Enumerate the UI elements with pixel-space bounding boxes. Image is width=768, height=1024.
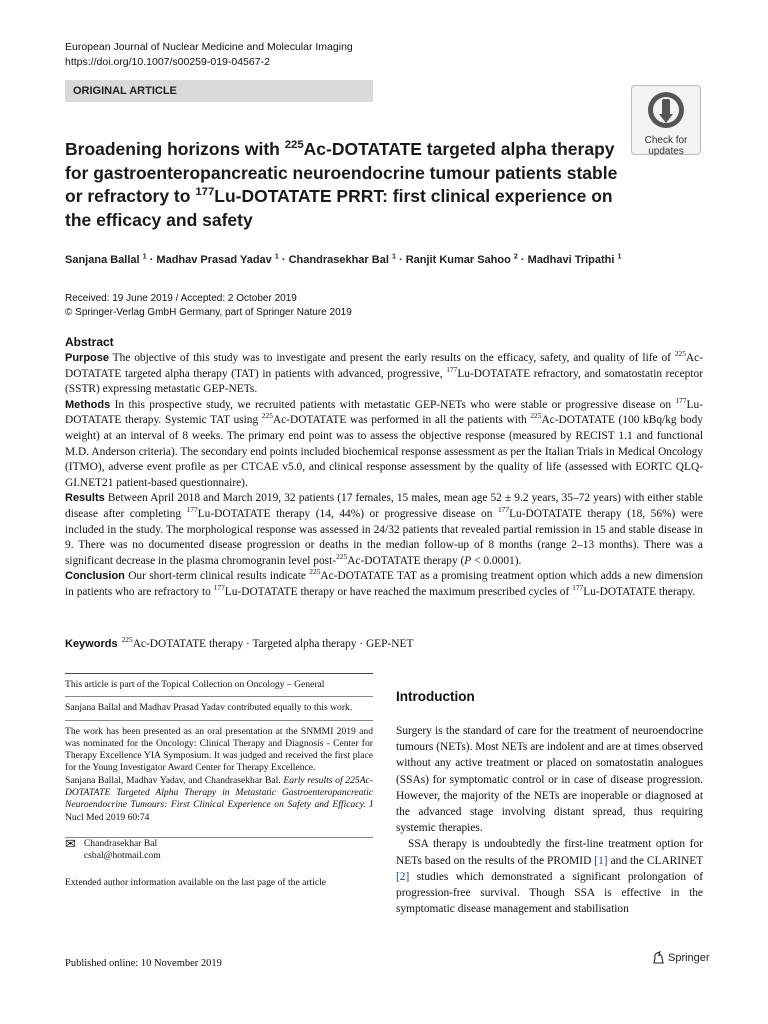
- author-separator: ·: [395, 254, 406, 266]
- article-title: Broadening horizons with $^{225}$Ac-DOTATATE targeted alpha therapy for gastroenteropancreatic neuroendocrine tumour patients stable or refractory to $^{177}$Lu-DOTATATE PRRT: first clinical experience on the efficacy and safety: [65, 139, 618, 230]
- author-name[interactable]: Madhavi Tripathi $^1$: [527, 252, 622, 266]
- intro-paragraph-1: Surgery is the standard of care for the treatment of neuroendocrine tumours (NETs). Most NETs are indolent and are at times observed without any active treatment or placed on somatostatin analogues (SSAs) for symptomatic control or in case of disease progression. However, the majority of the NETs are inoperable or diagnosed at the advanced stage involving distant spread, thus requiring systemic therapies.: [396, 725, 703, 835]
- article-notes: [65, 673, 373, 889]
- badge-line-2: updates: [648, 146, 684, 157]
- badge-line-1: Check for: [644, 135, 688, 146]
- check-for-updates-badge[interactable]: [631, 85, 701, 155]
- keyword: Targeted alpha therapy: [252, 638, 357, 650]
- abstract-heading: Abstract: [65, 335, 114, 349]
- author-list: [65, 254, 622, 266]
- abstract-section: [65, 335, 703, 601]
- article-dates: [65, 292, 352, 320]
- keyword-items: $^{225}$Ac-DOTATATE therapy · Targeted alpha therapy · GEP-NET: [121, 635, 414, 650]
- publisher-name: Springer: [668, 952, 710, 964]
- author-name[interactable]: Sanjana Ballal $^1$: [65, 252, 147, 266]
- doi-link[interactable]: https://doi.org/10.1007/s00259-019-04567-2: [65, 56, 270, 68]
- article-type-bar: ORIGINAL ARTICLE: [65, 80, 373, 102]
- introduction-body: [396, 723, 703, 917]
- equal-contribution-note: Sanjana Ballal and Madhav Prasad Yadav contributed equally to this work.: [65, 696, 373, 719]
- keywords-label: Keywords: [65, 638, 118, 650]
- published-online: Published online: 10 November 2019: [65, 958, 222, 969]
- introduction-heading: Introduction: [396, 689, 475, 704]
- author-name[interactable]: Chandrasekhar Bal $^1$: [288, 252, 396, 266]
- abstract-results: Results Between April 2018 and March 2019, 32 patients (17 females, 15 males, mean age 52 ± 9.2 years, 35–72 years) with either stable disease after completing $^{177}$Lu-DOTATATE therapy (14, 44%) or progressive disease on $^{177}$Lu-DOTATATE therapy (18, 56%) were included in the study. The morphological response was assessed in 24/32 patients that revealed partial remission in 15 and stable disease in 9. There was no documented disease progression or deaths in the median follow-up of 8 months (range 2–13 months). There was a significant decrease in the plasma chromogranin level post-$^{225}$Ac-DOTATATE therapy (P < 0.0001).: [65, 492, 704, 567]
- author-name[interactable]: Ranjit Kumar Sahoo $^2$: [405, 252, 518, 266]
- collection-note: This article is part of the Topical Collection on Oncology – General: [65, 673, 373, 696]
- publisher-logo: [651, 951, 710, 965]
- abstract-conclusion: Conclusion Our short-term clinical results indicate $^{225}$Ac-DOTATATE TAT as a promising treatment option which adds a new dimension in patients who are refractory to $^{177}$Lu-DOTATATE therapy or have reached the maximum prescribed cycles of $^{177}$Lu-DOTATATE therapy.: [65, 567, 704, 598]
- copyright-line: © Springer-Verlag GmbH Germany, part of Springer Nature 2019: [65, 307, 352, 318]
- journal-name: European Journal of Nuclear Medicine and Molecular Imaging: [65, 41, 353, 53]
- extended-author-info: Extended author information available on the last page of the article: [65, 876, 327, 888]
- corresponding-author-name: Chandrasekhar Bal: [83, 837, 158, 849]
- citation-link[interactable]: [1]: [594, 854, 608, 867]
- intro-paragraph-2: SSA therapy is undoubtedly the first-line treatment option for NETs based on the results of the PROMID [1] and the CLARINET [2] studies which demonstrated a significant prolongation of progression-free survival. Though SSA is effective in the symptomatic disease management and stabilisation: [396, 838, 703, 916]
- abstract-methods: Methods In this prospective study, we recruited patients with metastatic GEP-NETs who were stable or progressive disease on $^{177}$Lu-DOTATATE therapy. Systemic TAT using $^{225}$Ac-DOTATATE was performed in all the patients with $^{225}$Ac-DOTATATE (100 kBq/kg body weight) at an interval of 8 weeks. The primary end point was to assess the objective response (measured by RECIST 1.1 and functional M.D. Anderson criteria). The secondary end points included biochemical response assessment as per the Italian Trials in Medical Oncology (ITMO), adverse event profile as per CTCAE v5.0, and clinical response assessment by the quality of life (assessed with EORTC QLQ-GI.NET21 patient-based questionnaire).: [65, 395, 703, 489]
- check-for-updates-icon: [644, 90, 688, 130]
- envelope-icon: ✉: [65, 835, 76, 851]
- abstract-purpose: Purpose The objective of this study was to investigate and present the early results on the efficacy, safety, and quality of life of $^{225}$Ac-DOTATATE targeted alpha therapy (TAT) in patients with advanced, progressive, $^{177}$Lu-DOTATATE refractory, and somatostatin receptor (SSTR) expressing metastatic GEP-NETs.: [65, 349, 703, 396]
- journal-header: [65, 40, 353, 70]
- presentation-note: The work has been presented as an oral presentation at the SNMMI 2019 and was nominated for the Oncology: Clinical Therapy and Diagnosis - Center for Therapy Excellence YIA Symposium. It was judged and received the first place for the Young Investigator Award Center for Therapy Excellence. Sanjana Ballal, Madhav Yadav, and Chandrasekhar Bal. Early results of 225Ac-DOTATATE Targeted Alpha Therapy in Metastatic Gastroenteropancreatic Neuroendocrine Tumours: First Clinical Experience on Safety and Efficacy. J Nucl Med 2019 60:74: [65, 720, 373, 829]
- keyword: GEP-NET: [365, 638, 414, 650]
- author-separator: ·: [146, 254, 157, 266]
- keywords-line: [65, 635, 414, 650]
- author-separator: ·: [278, 254, 289, 266]
- keyword: $^{225}$Ac-DOTATATE therapy: [121, 635, 244, 650]
- author-separator: ·: [517, 254, 528, 266]
- citation-link[interactable]: [2]: [396, 870, 410, 883]
- corresponding-author-email[interactable]: csbal@hotmail.com: [83, 850, 161, 862]
- author-name[interactable]: Madhav Prasad Yadav $^1$: [156, 252, 279, 266]
- corresponding-author: [65, 837, 373, 863]
- received-accepted: Received: 19 June 2019 / Accepted: 2 October 2019: [65, 293, 297, 304]
- springer-horse-icon: [651, 951, 665, 965]
